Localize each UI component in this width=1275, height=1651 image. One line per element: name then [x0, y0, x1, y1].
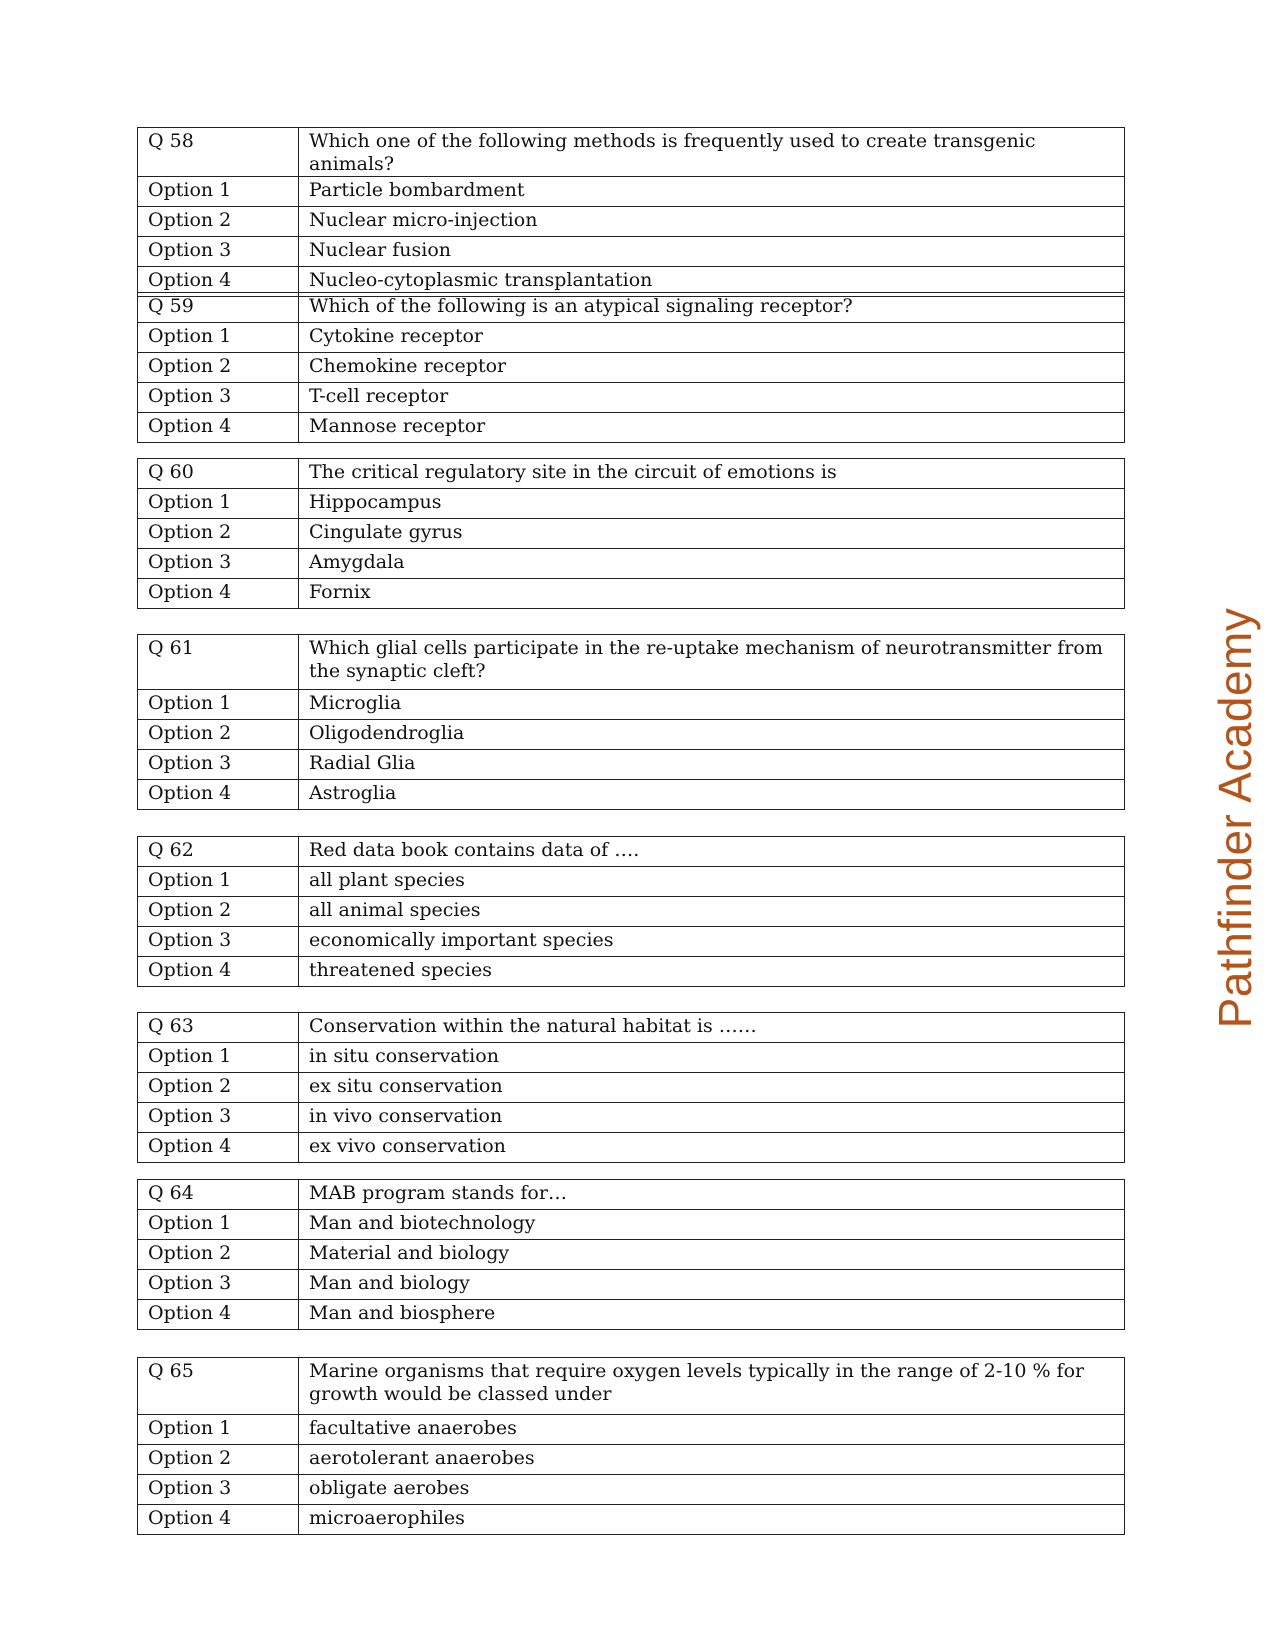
- option-text: Material and biology: [299, 1240, 1125, 1270]
- option-label: Option 3: [138, 1103, 299, 1133]
- question-row: [138, 293, 1125, 323]
- option-row: [138, 780, 1125, 810]
- option-row: [138, 237, 1125, 267]
- question-number: Q 58: [138, 128, 299, 177]
- option-row: [138, 957, 1125, 987]
- option-label: Option 3: [138, 1270, 299, 1300]
- option-label: Option 2: [138, 353, 299, 383]
- option-row: [138, 1445, 1125, 1475]
- question-text: Marine organisms that require oxygen levels typically in the range of 2-10 % for growth would be classed under: [299, 1358, 1125, 1415]
- option-text: Particle bombardment: [299, 177, 1125, 207]
- question-number: Q 61: [138, 635, 299, 690]
- option-row: [138, 867, 1125, 897]
- question-row: [138, 837, 1125, 867]
- option-text: Nuclear micro-injection: [299, 207, 1125, 237]
- question-text: Red data book contains data of ….: [299, 837, 1125, 867]
- option-text: microaerophiles: [299, 1505, 1125, 1535]
- option-text: Astroglia: [299, 780, 1125, 810]
- question-row: [138, 635, 1125, 690]
- option-label: Option 3: [138, 549, 299, 579]
- question-row: [138, 1180, 1125, 1210]
- option-row: [138, 720, 1125, 750]
- question-text: Which glial cells participate in the re-uptake mechanism of neurotransmitter from the synaptic cleft?: [299, 635, 1125, 690]
- option-row: [138, 207, 1125, 237]
- option-text: ex situ conservation: [299, 1073, 1125, 1103]
- option-row: [138, 413, 1125, 443]
- option-text: Chemokine receptor: [299, 353, 1125, 383]
- option-text: Mannose receptor: [299, 413, 1125, 443]
- option-label: Option 4: [138, 579, 299, 609]
- option-text: T-cell receptor: [299, 383, 1125, 413]
- option-label: Option 3: [138, 237, 299, 267]
- option-text: Radial Glia: [299, 750, 1125, 780]
- question-table: [137, 1357, 1125, 1535]
- option-text: in situ conservation: [299, 1043, 1125, 1073]
- option-row: [138, 549, 1125, 579]
- option-text: all plant species: [299, 867, 1125, 897]
- option-label: Option 1: [138, 323, 299, 353]
- option-text: Nucleo-cytoplasmic transplantation: [299, 267, 1125, 297]
- option-row: [138, 1240, 1125, 1270]
- option-label: Option 4: [138, 1505, 299, 1535]
- option-text: Cingulate gyrus: [299, 519, 1125, 549]
- option-text: Hippocampus: [299, 489, 1125, 519]
- question-number: Q 64: [138, 1180, 299, 1210]
- option-label: Option 1: [138, 1210, 299, 1240]
- option-text: aerotolerant anaerobes: [299, 1445, 1125, 1475]
- option-label: Option 2: [138, 207, 299, 237]
- question-table: [137, 127, 1125, 297]
- option-label: Option 2: [138, 1073, 299, 1103]
- question-table: [137, 1179, 1125, 1330]
- option-text: Fornix: [299, 579, 1125, 609]
- option-text: Cytokine receptor: [299, 323, 1125, 353]
- question-text: MAB program stands for…: [299, 1180, 1125, 1210]
- option-text: facultative anaerobes: [299, 1415, 1125, 1445]
- option-row: [138, 927, 1125, 957]
- option-row: [138, 1475, 1125, 1505]
- option-text: economically important species: [299, 927, 1125, 957]
- option-text: ex vivo conservation: [299, 1133, 1125, 1163]
- question-table: [137, 1012, 1125, 1163]
- question-table: [137, 836, 1125, 987]
- option-text: all animal species: [299, 897, 1125, 927]
- option-label: Option 2: [138, 1445, 299, 1475]
- option-row: [138, 1133, 1125, 1163]
- question-row: [138, 459, 1125, 489]
- question-text: Which one of the following methods is frequently used to create transgenic animals?: [299, 128, 1125, 177]
- question-table: [137, 292, 1125, 443]
- option-row: [138, 1270, 1125, 1300]
- option-row: [138, 1505, 1125, 1535]
- option-label: Option 2: [138, 720, 299, 750]
- option-text: Amygdala: [299, 549, 1125, 579]
- question-number: Q 63: [138, 1013, 299, 1043]
- option-row: [138, 750, 1125, 780]
- option-label: Option 4: [138, 957, 299, 987]
- option-row: [138, 897, 1125, 927]
- question-table: [137, 634, 1125, 810]
- option-label: Option 1: [138, 489, 299, 519]
- option-label: Option 1: [138, 867, 299, 897]
- question-text: Conservation within the natural habitat is ……: [299, 1013, 1125, 1043]
- option-row: [138, 323, 1125, 353]
- option-row: [138, 1043, 1125, 1073]
- option-row: [138, 177, 1125, 207]
- question-text: Which of the following is an atypical signaling receptor?: [299, 293, 1125, 323]
- option-label: Option 1: [138, 1043, 299, 1073]
- option-label: Option 2: [138, 1240, 299, 1270]
- option-text: obligate aerobes: [299, 1475, 1125, 1505]
- option-label: Option 1: [138, 177, 299, 207]
- option-label: Option 3: [138, 750, 299, 780]
- question-row: [138, 128, 1125, 177]
- option-text: Nuclear fusion: [299, 237, 1125, 267]
- option-label: Option 4: [138, 1300, 299, 1330]
- option-text: Microglia: [299, 690, 1125, 720]
- option-row: [138, 519, 1125, 549]
- question-row: [138, 1358, 1125, 1415]
- option-label: Option 3: [138, 1475, 299, 1505]
- question-number: Q 62: [138, 837, 299, 867]
- option-row: [138, 1103, 1125, 1133]
- question-text: The critical regulatory site in the circuit of emotions is: [299, 459, 1125, 489]
- option-row: [138, 1300, 1125, 1330]
- option-label: Option 4: [138, 1133, 299, 1163]
- option-text: Man and biotechnology: [299, 1210, 1125, 1240]
- option-text: Man and biosphere: [299, 1300, 1125, 1330]
- option-label: Option 1: [138, 1415, 299, 1445]
- option-text: threatened species: [299, 957, 1125, 987]
- option-row: [138, 690, 1125, 720]
- option-label: Option 4: [138, 413, 299, 443]
- option-text: in vivo conservation: [299, 1103, 1125, 1133]
- option-label: Option 3: [138, 383, 299, 413]
- option-row: [138, 489, 1125, 519]
- option-row: [138, 383, 1125, 413]
- option-label: Option 3: [138, 927, 299, 957]
- watermark: Pathfinder Academy: [1209, 607, 1261, 1029]
- option-label: Option 1: [138, 690, 299, 720]
- option-row: [138, 353, 1125, 383]
- question-number: Q 59: [138, 293, 299, 323]
- question-row: [138, 1013, 1125, 1043]
- question-number: Q 65: [138, 1358, 299, 1415]
- option-label: Option 4: [138, 780, 299, 810]
- option-row: [138, 579, 1125, 609]
- question-number: Q 60: [138, 459, 299, 489]
- option-label: Option 4: [138, 267, 299, 297]
- option-label: Option 2: [138, 519, 299, 549]
- option-label: Option 2: [138, 897, 299, 927]
- question-table: [137, 458, 1125, 609]
- option-row: [138, 1210, 1125, 1240]
- option-text: Oligodendroglia: [299, 720, 1125, 750]
- option-text: Man and biology: [299, 1270, 1125, 1300]
- option-row: [138, 1415, 1125, 1445]
- option-row: [138, 1073, 1125, 1103]
